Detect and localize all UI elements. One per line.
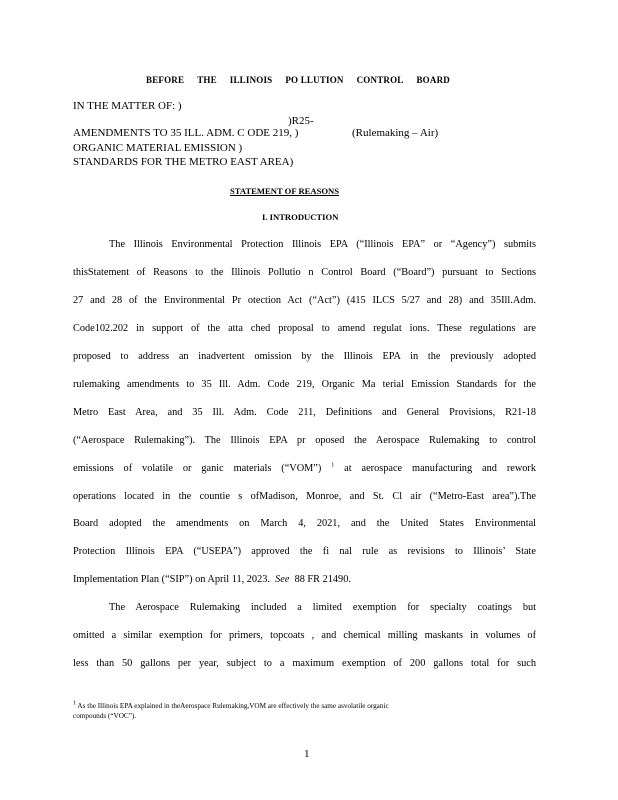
see-signal: See xyxy=(275,574,290,585)
body-line: rulemaking amendments to 35 Ill. Adm. Code 219, Organic Ma terial Emission Standards for the xyxy=(73,379,536,390)
body-line: thisStatement of Reasons to the Illinois Pollutio n Control Board (“Board”) pursuant to Sections xyxy=(73,267,536,278)
body-line: Code102.202 in support of the atta ched proposal to amend regulat ions. These regulations are xyxy=(73,323,536,334)
body-line: (“Aerospace Rulemaking”). The Illinois EPA pr oposed the Aerospace Rulemaking to control xyxy=(73,435,536,446)
body-line: 27 and 28 of the Environmental Pr otection Act (“Act”) (415 ILCS 5/27 and 28) and 35Ill.Adm. xyxy=(73,295,536,306)
fr-citation: 88 FR 21490. xyxy=(294,574,351,585)
matter-line-1: IN THE MATTER OF: ) xyxy=(73,100,182,112)
body-line: omitted a similar exemption for primers, topcoats , and chemical milling maskants in volumes of xyxy=(73,630,536,641)
matter-line-2: AMENDMENTS TO 35 ILL. ADM. C ODE 219, ) xyxy=(73,127,299,139)
caption-word: THE xyxy=(197,75,217,85)
footnote xyxy=(73,701,543,721)
matter-line-3: ORGANIC MATERIAL EMISSION ) xyxy=(73,142,243,154)
caption-word: BOARD xyxy=(416,75,450,85)
matter-line-4: STANDARDS FOR THE METRO EAST AREA) xyxy=(73,156,294,168)
body-line: The Aerospace Rulemaking included a limited exemption for specialty coatings but xyxy=(109,602,536,613)
body-line: The Illinois Environmental Protection Illinois EPA (“Illinois EPA” or “Agency”) submits xyxy=(109,239,536,250)
section-heading: I. INTRODUCTION xyxy=(262,212,339,222)
body-line-last xyxy=(73,574,536,586)
board-caption xyxy=(146,75,450,85)
statement-title: STATEMENT OF REASONS xyxy=(230,186,340,196)
footnote-marker: 1 xyxy=(73,700,76,707)
body-line: operations located in the countie s ofMadison, Monroe, and St. Cl air (“Metro-East area”).The xyxy=(73,491,536,502)
caption-word: CONTROL xyxy=(356,75,404,85)
caption-word: PO LLUTION xyxy=(285,75,344,85)
caption-word: BEFORE xyxy=(146,75,185,85)
body-line: Board adopted the amendments on March 4, 2021, and the United States Environmental xyxy=(73,518,536,529)
body-line: Protection Illinois EPA (“USEPA”) approved the fi nal rule as revisions to Illinois’ State xyxy=(73,546,536,557)
body-line: proposed to address an inadvertent omission by the Illinois EPA in the previously adopted xyxy=(73,351,536,362)
footnote-text: compounds (“VOC”). xyxy=(73,712,137,720)
page-number: 1 xyxy=(304,748,310,760)
footnote-text: As the Illinois EPA explained in theAerospace Rulemaking,VOM are effectively the same asvolatile organic xyxy=(77,702,389,710)
body-line-with-footnote: emissions of volatile or ganic materials (“VOM”) $^1$ at aerospace manufacturing and rework xyxy=(73,462,536,474)
sip-text: Implementation Plan (“SIP”) on April 11, 2023. xyxy=(73,574,270,585)
docket-number: )R25- xyxy=(288,115,314,127)
body-line: Metro East Area, and 35 Ill. Adm. Code 211, Definitions and General Provisions, R21-18 xyxy=(73,407,536,418)
caption-word: ILLINOIS xyxy=(229,75,273,85)
footnote-reference: 1 xyxy=(331,462,335,469)
rulemaking-type: (Rulemaking – Air) xyxy=(352,127,439,139)
body-line: less than 50 gallons per year, subject to a maximum exemption of 200 gallons total for such xyxy=(73,658,536,669)
